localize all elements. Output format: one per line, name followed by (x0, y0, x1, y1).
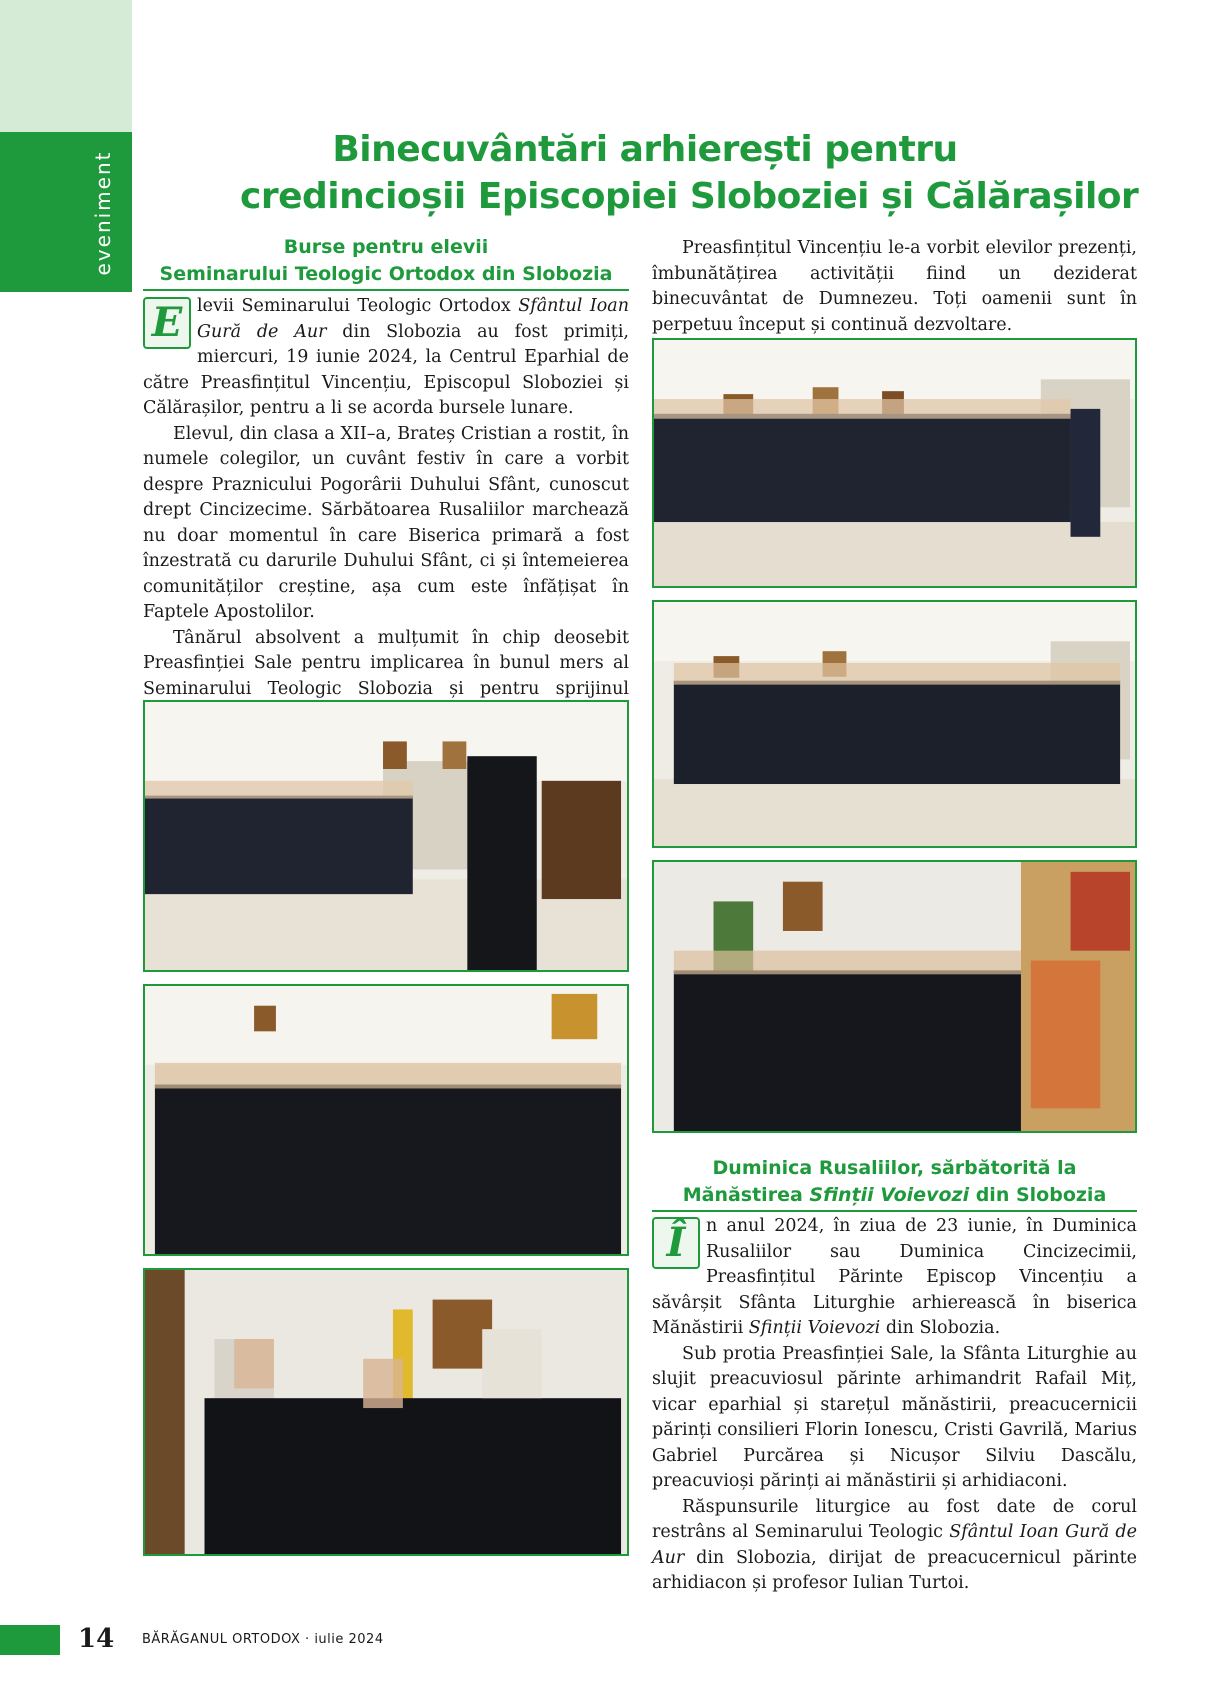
photo-students-hall (654, 602, 1135, 846)
photo-students-standing-1 (652, 338, 1137, 588)
article1-paragraph-2: Elevul, din clasa a XII–a, Brateș Cristian a rostit, în numele colegilor, un cuvânt festiv în care a vorbit despre Praznicului Pogorârii Duhului Sfânt, cunoscut drept Cincizecime. Sărbătoarea Rusaliilor marchează nu doar momentul în care Biserica primară a fost înzestrată cu darurile Duhului Sfânt, ci și întemeierea comunităților creștine, așa cum este înfățișat în Faptele Apostolilor. (143, 423, 629, 622)
photo-students-hall (145, 702, 627, 970)
photo-bishop-with-priests (143, 1268, 629, 1556)
page-title: Binecuvântări arhierești pentru credincioșii Episcopiei Sloboziei și Călărașilor (240, 129, 1139, 217)
article2-column (652, 1214, 1137, 1597)
photo-group-with-bishop-1 (652, 600, 1137, 848)
section-label: eveniment (91, 150, 115, 276)
side-tab-light (0, 0, 132, 132)
article1-column-left (143, 294, 629, 728)
page-number: 14 (78, 1624, 115, 1654)
article2-paragraph-1: Î n anul 2024, în ziua de 23 iunie, în Duminica Rusaliilor sau Duminica Cincizecimii, Preasfințitul Părinte Episcop Vincențiu a săvârșit Sfânta Liturghie arhierească în biserica Mănăstirii Sfinții Voievozi din Slobozia. (652, 1216, 1137, 1338)
dropcap-e: E (143, 297, 191, 349)
photo-bishop-clergy (654, 862, 1135, 1131)
article1-paragraph-1: E levii Seminarului Teologic Ortodox Sfântul Ioan Gură de Aur din Slobozia au fost primiți, miercuri, 19 iunie 2024, la Centrul Eparhial de către Preasfințitul Vincențiu, Episcopul Sloboziei și Călărașilor, pentru a li se acorda bursele lunare. (143, 296, 629, 418)
photo-students-hall (654, 340, 1135, 586)
article2-rule (652, 1210, 1137, 1212)
article1-heading: Burse pentru elevii Seminarului Teologic Ortodox din Slobozia (159, 236, 613, 285)
footer-accent-bar (0, 1625, 60, 1655)
photo-bishop-clergy-students (652, 860, 1137, 1133)
footer-publication: BĂRĂGANUL ORTODOX · iulie 2024 (142, 1632, 384, 1647)
article2-paragraph-2: Sub protia Preasfinției Sale, la Sfânta Liturghie au slujit preacuviosul părinte arhimandrit Rafail Miț, vicar eparhial și starețul mănăstirii, preacucernicii părinți consilieri Florin Ionescu, Cristi Gavrilă, Marius Gabriel Purcărea și Nicușor Silviu Dascălu, preacuvioși părinți ai mănăstirii și arhidiaconi. (652, 1343, 1137, 1491)
article1-column-right (652, 236, 1137, 338)
article1-paragraph-3: Tânărul absolvent a mulțumit în chip deosebit Preasfinției Sale pentru implicarea în bunul mers al Seminarului Teologic Slobozia și pentru sprijinul (143, 627, 629, 699)
article1-rule (143, 289, 629, 291)
article1-paragraph-4: Preasfințitul Vincențiu le-a vorbit elevilor prezenți, îmbunătățirea activității fiind un deziderat binecuvântat de Dumnezeu. Toți oamenii sunt în perpetuu început și continuă dezvoltare. (652, 238, 1137, 335)
photo-bishop-clergy (145, 1270, 627, 1554)
photo-clergy-group (145, 986, 627, 1254)
photo-students-standing-2 (143, 700, 629, 972)
photo-clergy-students-group (143, 984, 629, 1256)
article2-paragraph-3: Răspunsurile liturgice au fost date de corul restrâns al Seminarului Teologic Sfântul Ioan Gură de Aur din Slobozia, dirijat de preacucernicul părinte arhidiacon și profesor Iulian Turtoi. (652, 1496, 1137, 1593)
article2-heading: Duminica Rusaliilor, sărbătorită la Mănăstirea Sfinții Voievozi din Slobozia (682, 1157, 1107, 1206)
dropcap-i: Î (652, 1217, 700, 1269)
